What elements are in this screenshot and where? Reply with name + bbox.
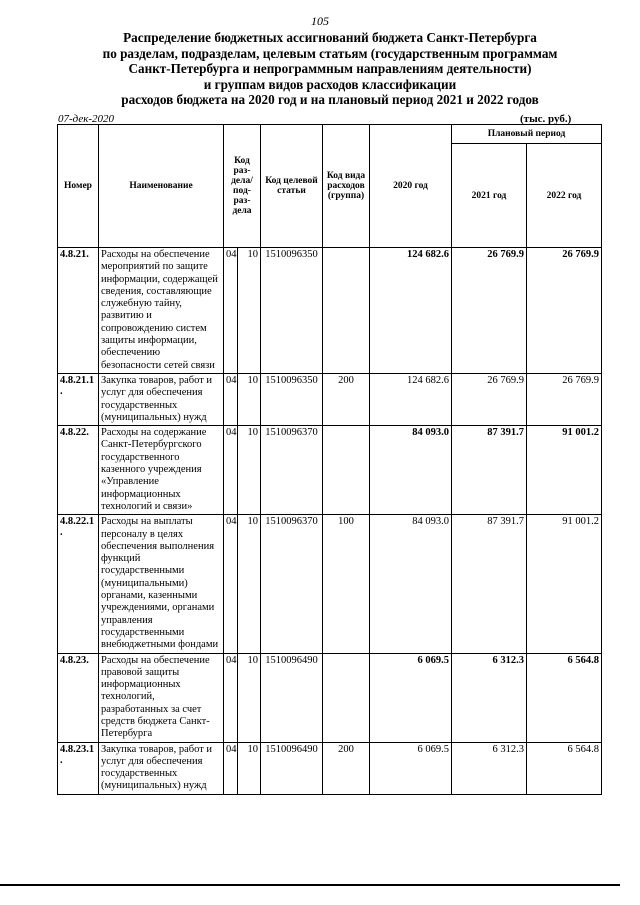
row-number: 4.8.23.1 . [58,742,99,794]
row-value-2020: 84 093.0 [370,515,452,653]
row-value-2021: 6 312.3 [452,653,527,742]
row-section-code: 04 [224,248,238,374]
header-expense-type-code: Код вида расходов (группа) [323,125,370,248]
table-row [58,742,602,794]
row-value-2020: 124 682.6 [370,373,452,425]
page-number: 105 [311,14,329,28]
row-name: Закупка товаров, работ и услуг для обеспечения государственных (муниципальных) нужд [99,742,224,794]
row-number: 4.8.21.1 . [58,373,99,425]
title-line: расходов бюджета на 2020 год и на плановый период 2021 и 2022 годов [121,92,539,107]
table-row [58,515,602,653]
header-target-code: Код целевой статьи [261,125,323,248]
row-value-2022: 91 001.2 [527,426,602,515]
row-subsection-code: 10 [238,515,261,653]
row-name: Расходы на содержание Санкт-Петербургского государственного казенного учреждения «Управление информационных технологий и связи» [99,426,224,515]
table-body [58,248,602,795]
row-value-2022: 6 564.8 [527,653,602,742]
title-line: Распределение бюджетных ассигнований бюджета Санкт-Петербурга [123,30,537,45]
row-section-code: 04 [224,653,238,742]
row-subsection-code: 10 [238,742,261,794]
row-expense-type-code [323,248,370,374]
row-value-2021: 6 312.3 [452,742,527,794]
row-value-2021: 87 391.7 [452,515,527,653]
row-value-2020: 6 069.5 [370,742,452,794]
row-value-2022: 26 769.9 [527,248,602,374]
header-year-2021: 2021 год [452,144,527,248]
row-subsection-code: 10 [238,373,261,425]
row-name: Закупка товаров, работ и услуг для обеспечения государственных (муниципальных) нужд [99,373,224,425]
table-header [58,125,602,248]
row-value-2022: 6 564.8 [527,742,602,794]
header-number: Номер [58,125,99,248]
row-name: Расходы на обеспечение мероприятий по защите информации, содержащей сведения, составляющие служебную тайну, развитию и сопровождению систем защиты информации, обеспечению безопасности сетей связи [99,248,224,374]
row-section-code: 04 [224,515,238,653]
row-expense-type-code: 200 [323,742,370,794]
header-year-2020: 2020 год [370,125,452,248]
footer-rule [0,884,620,886]
unit-label: (тыс. руб.) [520,113,572,125]
row-expense-type-code: 100 [323,515,370,653]
row-value-2021: 26 769.9 [452,373,527,425]
row-value-2021: 87 391.7 [452,426,527,515]
row-number: 4.8.22.1 . [58,515,99,653]
row-value-2020: 84 093.0 [370,426,452,515]
title-line: Санкт-Петербурга и непрограммным направлениям деятельности) [128,61,532,76]
document-title [60,30,600,108]
row-target-code: 1510096490 [261,742,323,794]
row-section-code: 04 [224,426,238,515]
table-row [58,248,602,374]
row-name: Расходы на выплаты персоналу в целях обеспечения выполнения функций государственными (муниципальными) органами, казенными учреждениями, органами управления государственными внебюджетными фондами [99,515,224,653]
row-value-2020: 6 069.5 [370,653,452,742]
row-target-code: 1510096370 [261,426,323,515]
row-value-2022: 26 769.9 [527,373,602,425]
table-row [58,426,602,515]
title-line: и группам видов расходов классификации [203,76,457,92]
row-target-code: 1510096350 [261,248,323,374]
row-section-code: 04 [224,373,238,425]
header-planned-period: Плановый период [452,125,602,144]
header-section-code: Код раз-дела/ под-раз-дела [224,125,261,248]
row-value-2022: 91 001.2 [527,515,602,653]
row-section-code: 04 [224,742,238,794]
row-subsection-code: 10 [238,248,261,374]
row-number: 4.8.23. [58,653,99,742]
row-expense-type-code: 200 [323,373,370,425]
row-subsection-code: 10 [238,426,261,515]
header-name: Наименование [99,125,224,248]
row-number: 4.8.22. [58,426,99,515]
row-target-code: 1510096370 [261,515,323,653]
row-subsection-code: 10 [238,653,261,742]
row-expense-type-code [323,653,370,742]
table-row [58,653,602,742]
row-expense-type-code [323,426,370,515]
row-value-2020: 124 682.6 [370,248,452,374]
row-target-code: 1510096490 [261,653,323,742]
document-date: 07-дек-2020 [58,113,115,125]
header-year-2022: 2022 год [527,144,602,248]
table-row [58,373,602,425]
row-number: 4.8.21. [58,248,99,374]
budget-table [57,124,602,795]
title-line: по разделам, подразделам, целевым статьям (государственным программам [102,45,558,61]
row-name: Расходы на обеспечение правовой защиты информационных технологий, разработанных за счет средств бюджета Санкт-Петербурга [99,653,224,742]
row-target-code: 1510096350 [261,373,323,425]
row-value-2021: 26 769.9 [452,248,527,374]
